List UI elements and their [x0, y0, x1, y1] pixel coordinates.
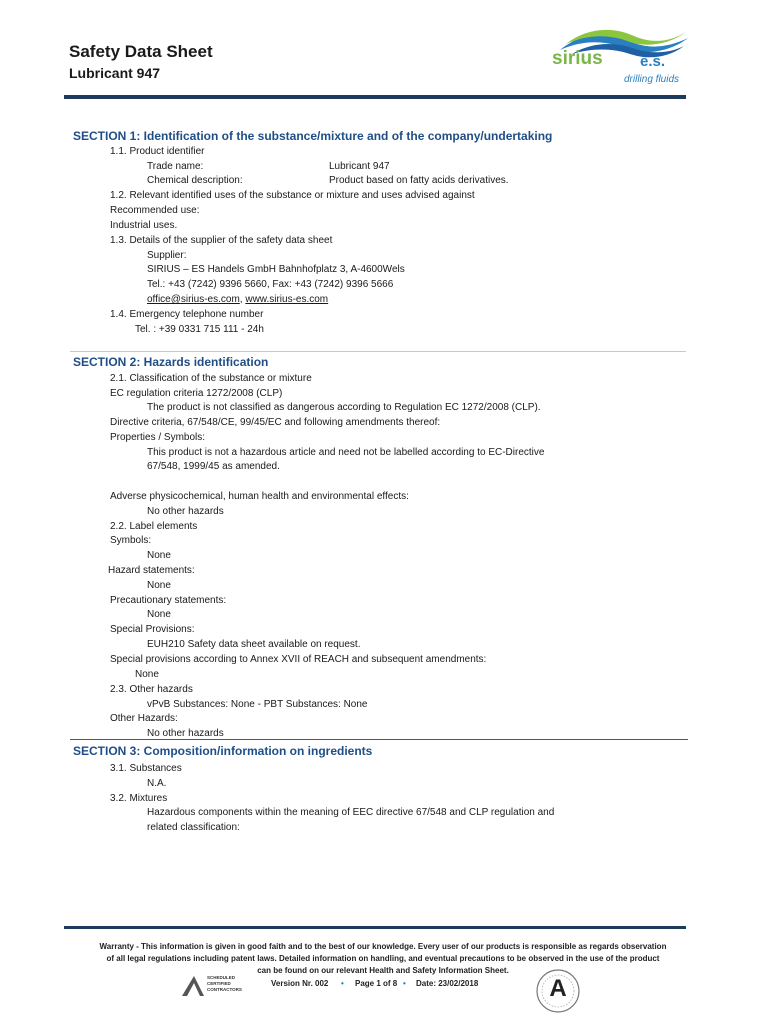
recommended-use-label: Recommended use: [110, 205, 200, 216]
precautionary-value: None [147, 609, 171, 620]
properties-text-2: 67/548, 1999/45 as amended. [147, 461, 280, 472]
annex-provisions-label: Special provisions according to Annex XVII of REACH and subsequent amendments: [110, 654, 487, 665]
header-rule [64, 95, 686, 99]
section-3-heading: SECTION 3: Composition/information on ingredients [73, 744, 373, 758]
cert-logo-line: SCHEDULED [207, 975, 236, 980]
other-hazards-value: No other hazards [147, 728, 224, 739]
trade-name-value: Lubricant 947 [329, 161, 390, 172]
subsection-1-3: 1.3. Details of the supplier of the safety data sheet [110, 235, 333, 246]
supplier-phone: Tel.: +43 (7242) 9396 5660, Fax: +43 (7242) 9396 5666 [147, 279, 394, 290]
section-2-heading: SECTION 2: Hazards identification [73, 355, 269, 369]
trade-name-label: Trade name: [147, 161, 204, 172]
symbols-value: None [147, 550, 171, 561]
properties-text-1: This product is not a hazardous article and need not be labelled according to EC-Directive [147, 447, 545, 458]
certification-seal-icon [535, 968, 581, 1014]
supplier-label: Supplier: [147, 250, 187, 261]
subsection-1-4: 1.4. Emergency telephone number [110, 309, 264, 320]
special-provisions-label: Special Provisions: [110, 624, 195, 635]
warranty-line: can be found on our relevant Health and Safety Information Sheet. [257, 966, 509, 975]
subsection-2-2: 2.2. Label elements [110, 521, 198, 532]
ec-regulation: EC regulation criteria 1272/2008 (CLP) [110, 388, 283, 399]
symbols-label: Symbols: [110, 535, 152, 546]
seal-letter: A [549, 975, 567, 1002]
special-provisions-value: EUH210 Safety data sheet available on request. [147, 639, 361, 650]
subsection-3-2: 3.2. Mixtures [110, 793, 168, 804]
version-number: Version Nr. 002 [271, 979, 329, 988]
other-hazards-label: Other Hazards: [110, 713, 178, 724]
section-divider [70, 351, 686, 352]
hazard-statements-value: None [147, 580, 171, 591]
adverse-effects-label: Adverse physicochemical, human health and environmental effects: [110, 491, 409, 502]
chem-desc-label: Chemical description: [147, 175, 243, 186]
adverse-effects-value: No other hazards [147, 506, 224, 517]
page-title: Safety Data Sheet [69, 42, 213, 61]
supplier-address: SIRIUS – ES Handels GmbH Bahnhofplatz 3, A-4600Wels [147, 264, 405, 275]
warranty-text [70, 941, 696, 977]
warranty-line: of all legal regulations including patent laws. Detailed information on handling, and eventual precautions to be observed in the use of the product [106, 954, 660, 963]
annex-provisions-value: None [135, 669, 159, 680]
product-name: Lubricant 947 [69, 65, 161, 81]
recommended-use-value: Industrial uses. [110, 220, 178, 231]
bullet-icon: • [403, 979, 406, 988]
logo-name: sirius [552, 48, 603, 69]
triangle-logo-icon [180, 974, 206, 998]
emergency-phone: Tel. : +39 0331 715 111 - 24h [135, 324, 264, 335]
email-link[interactable]: office@sirius-es.com [147, 294, 240, 305]
section-divider [70, 739, 688, 740]
ec-regulation-text: The product is not classified as dangerous according to Regulation EC 1272/2008 (CLP). [147, 402, 541, 413]
website-link[interactable]: www.sirius-es.com [245, 294, 329, 305]
page-number: Page 1 of 8 [355, 979, 398, 988]
subsection-1-2: 1.2. Relevant identified uses of the substance or mixture and uses advised against [110, 190, 475, 201]
supplier-contacts: office@sirius-es.com, www.sirius-es.com [147, 294, 329, 305]
directive-criteria: Directive criteria, 67/548/CE, 99/45/EC and following amendments thereof: [110, 417, 441, 428]
precautionary-label: Precautionary statements: [110, 595, 227, 606]
mixtures-text-1: Hazardous components within the meaning of EEC directive 67/548 and CLP regulation and [147, 807, 555, 818]
certification-logo [180, 974, 270, 1000]
warranty-line: Warranty - This information is given in good faith and to the best of our knowledge. Every user of our products is responsible as regards observation [99, 942, 667, 951]
mixtures-text-2: related classification: [147, 822, 240, 833]
subsection-3-1: 3.1. Substances [110, 763, 182, 774]
chem-desc-value: Product based on fatty acids derivatives. [329, 175, 509, 186]
subsection-1-1: 1.1. Product identifier [110, 146, 205, 157]
cert-logo-line: CONTRACTORS [207, 987, 242, 992]
hazard-statements-label: Hazard statements: [108, 565, 195, 576]
logo-suffix: e.s. [640, 53, 666, 70]
bullet-icon: • [341, 979, 344, 988]
vpvb-pbt: vPvB Substances: None - PBT Substances: None [147, 699, 368, 710]
properties-label: Properties / Symbols: [110, 432, 206, 443]
document-date: Date: 23/02/2018 [416, 979, 479, 988]
company-logo [552, 24, 692, 90]
section-1-heading: SECTION 1: Identification of the substance/mixture and of the company/undertaking [73, 129, 553, 143]
subsection-2-1: 2.1. Classification of the substance or mixture [110, 373, 312, 384]
substances-value: N.A. [147, 778, 167, 789]
logo-tagline: drilling fluids [624, 74, 680, 85]
footer-rule [64, 926, 686, 929]
cert-logo-line: CERTIFIED [207, 981, 231, 986]
subsection-2-3: 2.3. Other hazards [110, 684, 193, 695]
